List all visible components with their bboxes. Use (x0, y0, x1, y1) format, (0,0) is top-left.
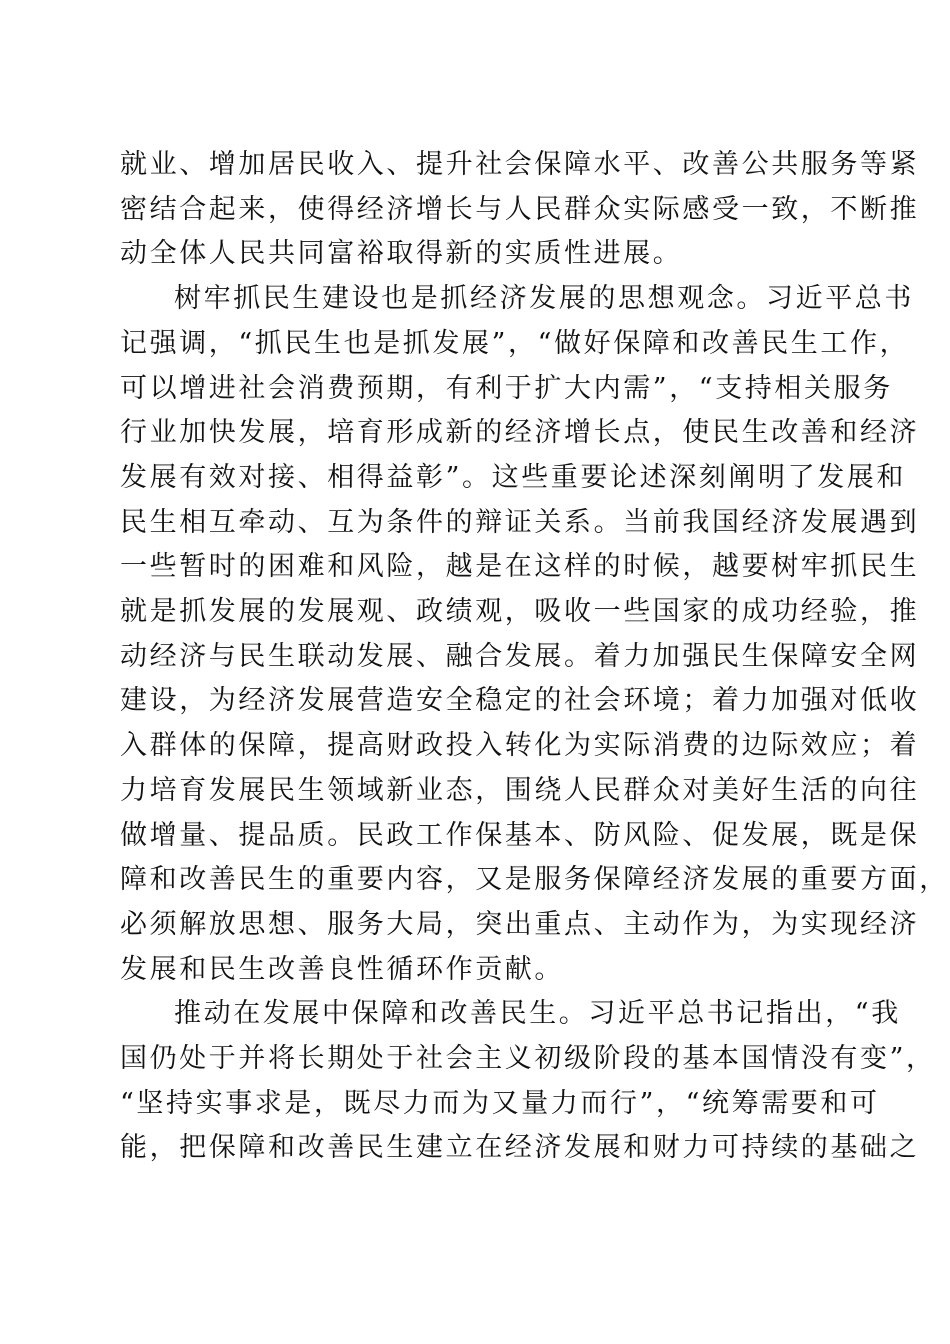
text-line: 动经济与民生联动发展、融合发展。着力加强民生保障安全网 (120, 640, 920, 672)
text-line: 可以增进社会消费预期，有利于扩大内需”，“支持相关服务 (120, 372, 893, 404)
text-line: 力培育发展民生领域新业态，围绕人民群众对美好生活的向往 (120, 774, 920, 806)
text-line: 树牢抓民生建设也是抓经济发展的思想观念。习近平总书 (174, 283, 914, 315)
text-line: 建设，为经济发展营造安全稳定的社会环境；着力加强对低收 (120, 685, 920, 717)
text-line: 记强调，“抓民生也是抓发展”，“做好保障和改善民生工作， (120, 327, 910, 359)
text-line: 就是抓发展的发展观、政绩观，吸收一些国家的成功经验，推 (120, 596, 920, 628)
text-line: 民生相互牵动、互为条件的辩证关系。当前我国经济发展遇到 (120, 506, 920, 538)
text-line: 能，把保障和改善民生建立在经济发展和财力可持续的基础之 (120, 1132, 920, 1164)
text-line: “坚持实事求是，既尽力而为又量力而行”，“统筹需要和可 (120, 1087, 880, 1119)
text-line: 入群体的保障，提高财政投入转化为实际消费的边际效应；着 (120, 730, 920, 762)
paragraph-1 (120, 143, 920, 277)
paragraph-2 (120, 277, 949, 992)
text-line: 行业加快发展，培育形成新的经济增长点，使民生改善和经济 (120, 417, 920, 449)
text-line: 国仍处于并将长期处于社会主义初级阶段的基本国情没有变”， (120, 1043, 936, 1075)
paragraph-3 (120, 992, 936, 1171)
text-line: 障和改善民生的重要内容，又是服务保障经济发展的重要方面， (120, 864, 949, 896)
text-line: 做增量、提品质。民政工作保基本、防风险、促发展，既是保 (120, 819, 920, 851)
text-line: 就业、增加居民收入、提升社会保障水平、改善公共服务等紧 (120, 149, 920, 180)
text-line: 发展和民生改善良性循环作贡献。 (120, 953, 564, 985)
text-line: 推动在发展中保障和改善民生。习近平总书记指出，“我 (174, 998, 901, 1030)
text-line: 一些暂时的困难和风险，越是在这样的时候，越要树牢抓民生 (120, 551, 920, 583)
text-line: 密结合起来，使得经济增长与人民群众实际感受一致，不断推 (120, 193, 920, 225)
text-line: 动全体人民共同富裕取得新的实质性进展。 (120, 238, 683, 270)
text-line: 发展有效对接、相得益彰”。这些重要论述深刻阐明了发展和 (120, 461, 907, 493)
body-text (120, 143, 949, 1171)
text-line: 必须解放思想、服务大局，突出重点、主动作为，为实现经济 (120, 908, 920, 940)
